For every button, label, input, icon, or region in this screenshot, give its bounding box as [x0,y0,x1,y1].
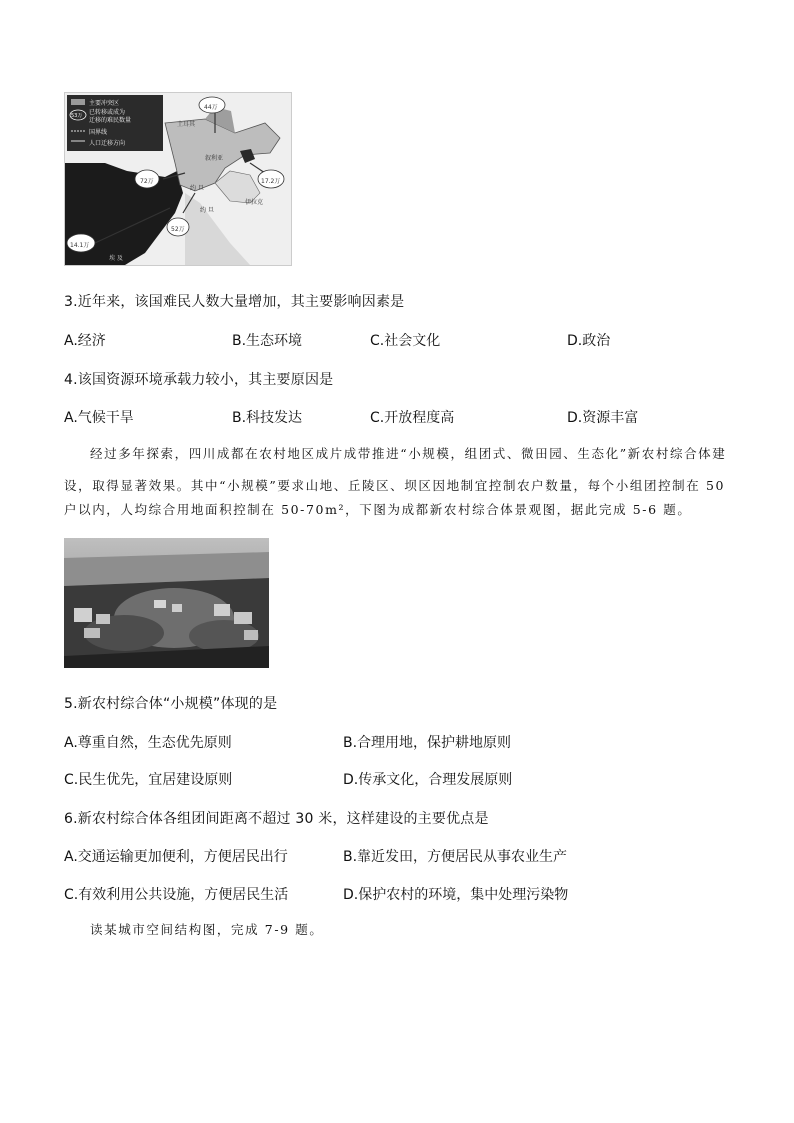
q4-option-a[interactable]: A.气候干旱 [64,410,134,426]
q3-option-b[interactable]: B.生态环境 [232,333,303,349]
passage-line-1: 经过多年探索，四川成都在农村地区成片成带推进“小规模，组团式、微田园、生态化”新农村综合体建 [90,446,727,461]
label-syria: 叙利亚 [205,155,224,162]
legend-conflict-area: 主要冲突区 [89,100,120,107]
passage-2: 读某城市空间结构图，完成 7-9 题。 [90,922,324,937]
passage-line-3: 户以内，人均综合用地面积控制在 50-70m²，下图为成都新农村综合体景观图，据此完成 5-6 题。 [64,502,692,517]
legend-migration: 人口迁移方向 [89,140,126,147]
passage-line-2: 设，取得显著效果。其中“小规模”要求山地、丘陵区、坝区因地制宜控制农户数量，每个小组团控制在 50 [64,478,726,493]
label-center: 约 旦 [190,185,204,192]
q5-option-d[interactable]: D.传承文化，合理发展原则 [343,772,513,788]
q3-option-a[interactable]: A.经济 [64,333,106,349]
legend-refugee-2: 迁移的难民数量 [89,117,132,124]
question-4: 4.该国资源环境承载力较小，其主要原因是 [64,372,334,388]
q3-option-d[interactable]: D.政治 [567,333,611,349]
question-3: 3.近年来，该国难民人数大量增加，其主要影响因素是 [64,294,405,310]
q5-option-a[interactable]: A.尊重自然，生态优先原则 [64,735,232,751]
label-turkey: 土耳其 [177,121,196,128]
q6-option-a[interactable]: A.交通运输更加便利，方便居民出行 [64,849,288,865]
q6-option-d[interactable]: D.保护农村的环境，集中处理污染物 [343,887,569,903]
label-iraq: 伊拉克 [245,199,264,206]
question-5: 5.新农村综合体“小规模”体现的是 [64,696,278,712]
label-jordan: 约 旦 [200,207,214,214]
q6-option-c[interactable]: C.有效利用公共设施，方便居民生活 [64,887,289,903]
q4-option-c[interactable]: C.开放程度高 [370,410,455,426]
q5-option-b[interactable]: B.合理用地，保护耕地原则 [343,735,512,751]
badge-right: 17.2万 [261,178,281,185]
new-village-photo [64,538,269,668]
badge-bottom-left: 14.1万 [70,242,90,249]
badge-left: 72万 [140,178,154,185]
legend-refugee-1: 已转移或成为 [89,109,126,116]
refugee-map [64,92,292,266]
q4-option-b[interactable]: B.科技发达 [232,410,303,426]
badge-top: 44万 [204,104,218,111]
q3-option-c[interactable]: C.社会文化 [370,333,441,349]
q4-option-d[interactable]: D.资源丰富 [567,410,639,426]
label-egypt: 埃 及 [109,255,123,262]
legend-sample-badge: 53万 [71,113,83,119]
question-6: 6.新农村综合体各组团间距离不超过 30 米，这样建设的主要优点是 [64,811,489,827]
q6-option-b[interactable]: B.靠近发田，方便居民从事农业生产 [343,849,568,865]
badge-bottom: 52万 [171,226,185,233]
legend-border: 国界线 [89,129,108,136]
q5-option-c[interactable]: C.民生优先，宜居建设原则 [64,772,233,788]
